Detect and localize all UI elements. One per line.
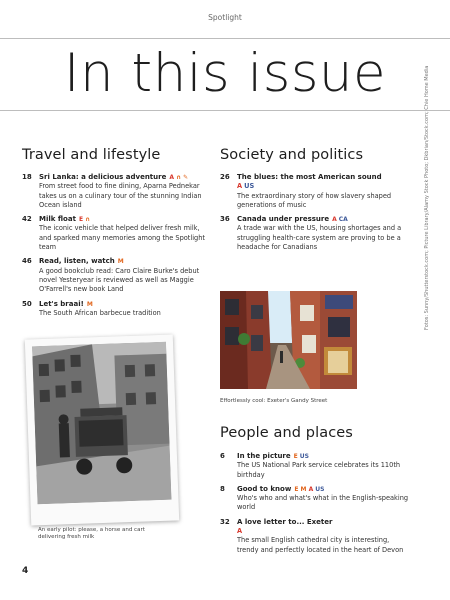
entry-title: Good to know bbox=[237, 484, 292, 493]
page-number: 4 bbox=[22, 566, 29, 576]
entry-page-number: 6 bbox=[220, 452, 225, 460]
entry-description: The extraordinary story of how slavery shaped generations of music bbox=[237, 191, 392, 209]
entry-description: The US National Park service celebrates its 110th birthday bbox=[237, 461, 401, 479]
section-title-travel: Travel and lifestyle bbox=[22, 147, 161, 163]
toc-entry[interactable] bbox=[220, 215, 410, 252]
milk-float-photo bbox=[32, 342, 171, 505]
entry-description: A trade war with the US, housing shortages and a struggling health-care system are proving to be a headache for Canadians bbox=[237, 224, 402, 252]
entry-page-number: 26 bbox=[220, 173, 230, 181]
entry-page-number: 46 bbox=[22, 257, 32, 266]
entry-page-number: 8 bbox=[220, 484, 225, 493]
headphones-icon: ∩ bbox=[85, 216, 91, 224]
entry-description: The iconic vehicle that helped deliver fresh milk, and sparked many memories among the Spotlight team bbox=[39, 224, 205, 252]
section-title-people: People and places bbox=[220, 425, 353, 441]
level-badge-icon: A bbox=[237, 182, 243, 191]
milk-float-caption: An early pilot: please, a horse and cart delivering fresh milk bbox=[38, 527, 145, 540]
toc-entry[interactable] bbox=[22, 300, 210, 319]
street-photo bbox=[220, 291, 357, 389]
entry-description: From street food to fine dining, Aparna Pednekar takes us on a culinary tour of the stunning Indian Ocean island bbox=[39, 182, 202, 209]
entry-description: Who's who and what's what in the English-speaking world bbox=[237, 494, 409, 512]
pencil-icon: ✎ bbox=[183, 174, 189, 181]
entry-title: Sri Lanka: a delicious adventure bbox=[39, 173, 167, 181]
toc-entry[interactable] bbox=[220, 452, 410, 480]
toc-entry[interactable] bbox=[22, 257, 210, 294]
title-rule bbox=[0, 110, 450, 111]
toc-entry[interactable] bbox=[220, 518, 410, 555]
photo-credits: Fotos: Sunny/Shutterstock.com; Picture Library/Alamy Stock Photo; Dkbrian/Stock.com; Chie Home Media bbox=[424, 65, 430, 330]
entry-title: A love letter to... Exeter bbox=[237, 517, 333, 526]
milk-float-photo-frame bbox=[25, 334, 179, 525]
society-entries bbox=[220, 173, 410, 257]
street-photo-caption: Effortlessly cool: Exeter's Gandy Street bbox=[220, 398, 328, 404]
toc-entry[interactable] bbox=[22, 215, 210, 252]
entry-title: Let's braai! bbox=[39, 299, 84, 308]
level-badge-icon: E bbox=[78, 216, 84, 224]
entry-page-number: 50 bbox=[22, 299, 32, 308]
level-badge-icon: A bbox=[332, 216, 337, 224]
region-badge: CA bbox=[338, 216, 348, 224]
header-rule bbox=[0, 38, 450, 39]
toc-entry[interactable] bbox=[22, 173, 210, 210]
level-badge-icon: M bbox=[117, 258, 124, 266]
headphones-icon: ∩ bbox=[176, 174, 181, 181]
level-badge-icon: A bbox=[169, 174, 174, 181]
entry-title: The blues: the most American sound bbox=[237, 173, 382, 181]
entry-description: The South African barbecue tradition bbox=[39, 308, 161, 317]
entry-title: Canada under pressure bbox=[237, 215, 330, 224]
entry-page-number: 32 bbox=[220, 517, 230, 526]
region-badge: US bbox=[299, 453, 309, 460]
level-badge-icon: A bbox=[237, 527, 243, 536]
travel-entries bbox=[22, 173, 210, 323]
entry-description: The small English cathedral city is interesting, trendy and perfectly located in the heart of Devon bbox=[237, 536, 404, 554]
entry-title: In the picture bbox=[237, 452, 291, 460]
toc-entry[interactable] bbox=[220, 485, 410, 513]
level-badge-icon: E bbox=[294, 485, 299, 493]
section-title-society: Society and politics bbox=[220, 147, 364, 163]
toc-entry[interactable] bbox=[220, 173, 410, 210]
region-badge: US bbox=[244, 182, 255, 191]
level-badge-icon: M bbox=[86, 300, 93, 308]
entry-page-number: 42 bbox=[22, 215, 32, 224]
entry-description: A good bookclub read: Caro Claire Burke's debut novel Yesteryear is reviewed as well as Maggie O'Farrell's new book Land bbox=[39, 266, 200, 294]
page-title: In this issue bbox=[63, 43, 387, 104]
level-badge-icon: A bbox=[308, 485, 314, 493]
entry-page-number: 36 bbox=[220, 215, 230, 224]
entry-title: Read, listen, watch bbox=[39, 257, 115, 266]
people-entries bbox=[220, 452, 410, 560]
level-badge-icon: E bbox=[293, 453, 298, 460]
level-badge-icon: M bbox=[300, 485, 307, 493]
magazine-header: Spotlight bbox=[208, 13, 242, 22]
region-badge: US bbox=[315, 485, 325, 493]
entry-title: Milk float bbox=[39, 215, 76, 224]
entry-page-number: 18 bbox=[22, 173, 32, 181]
